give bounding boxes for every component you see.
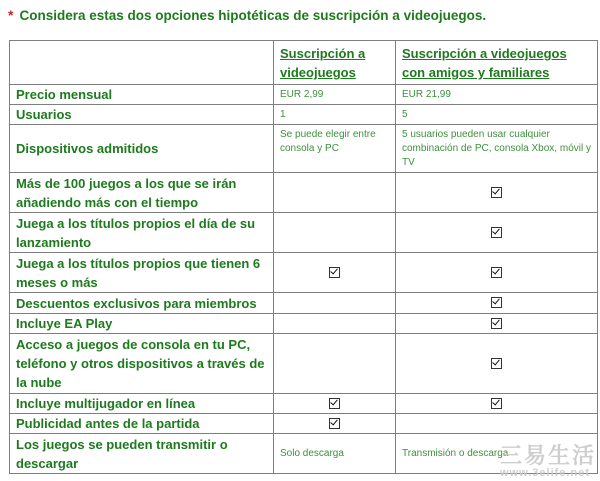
option-a-cell (274, 213, 396, 253)
option-a-value: Solo descarga (274, 434, 396, 474)
option-a-cell (274, 314, 396, 334)
header-option-a: Suscripción a videojuegos (274, 41, 396, 85)
comparison-table (9, 40, 598, 474)
feature-label: Descuentos exclusivos para miembros (10, 293, 274, 314)
option-b-cell (396, 173, 598, 213)
table-row (10, 125, 598, 173)
table-row (10, 85, 598, 105)
checkbox-checked-icon (491, 187, 502, 198)
option-a-value: EUR 2,99 (274, 85, 396, 105)
checkbox-checked-icon (491, 398, 502, 409)
option-b-value: 5 (396, 105, 598, 125)
table-row (10, 213, 598, 253)
feature-label: Más de 100 juegos a los que se irán añadiendo más con el tiempo (10, 173, 274, 213)
option-b-cell (396, 394, 598, 414)
table-row (10, 394, 598, 414)
feature-label: Acceso a juegos de consola en tu PC, teléfono y otros dispositivos a través de la nube (10, 334, 274, 394)
table-header-row (10, 41, 598, 85)
watermark-sub: www.3elife.net (499, 467, 590, 479)
table-row (10, 293, 598, 314)
option-a-value: 1 (274, 105, 396, 125)
feature-label: Juega a los títulos propios el día de su lanzamiento (10, 213, 274, 253)
option-b-value: Transmisión o descarga (396, 434, 598, 474)
option-a-value: Se puede elegir entre consola y PC (274, 125, 396, 173)
header-blank (10, 41, 274, 85)
option-a-cell (274, 414, 396, 434)
option-b-cell (396, 253, 598, 293)
checkbox-checked-icon (491, 358, 502, 369)
checkbox-checked-icon (329, 418, 340, 429)
option-a-cell (274, 253, 396, 293)
checkbox-checked-icon (329, 267, 340, 278)
checkbox-checked-icon (491, 297, 502, 308)
option-b-value: EUR 21,99 (396, 85, 598, 105)
watermark-main: 三易生活 (499, 443, 596, 468)
option-b-cell (396, 293, 598, 314)
table-row (10, 173, 598, 213)
feature-label: Incluye multijugador en línea (10, 394, 274, 414)
option-a-cell (274, 173, 396, 213)
checkbox-checked-icon (329, 398, 340, 409)
feature-label: Incluye EA Play (10, 314, 274, 334)
required-marker: * (8, 7, 14, 23)
option-b-cell (396, 213, 598, 253)
question-text: Considera estas dos opciones hipotéticas de suscripción a videojuegos. (19, 7, 487, 23)
option-b-cell (396, 334, 598, 394)
option-b-cell (396, 414, 598, 434)
checkbox-checked-icon (491, 267, 502, 278)
feature-label: Precio mensual (10, 85, 274, 105)
option-b-value: 5 usuarios pueden usar cualquier combinación de PC, consola Xbox, móvil y TV (396, 125, 598, 173)
feature-label: Juega a los títulos propios que tienen 6 meses o más (10, 253, 274, 293)
feature-label: Dispositivos admitidos (10, 125, 274, 173)
option-a-cell (274, 394, 396, 414)
table-row (10, 334, 598, 394)
feature-label: Usuarios (10, 105, 274, 125)
feature-label: Publicidad antes de la partida (10, 414, 274, 434)
header-option-b: Suscripción a videojuegos con amigos y familiares (396, 41, 598, 85)
table-row (10, 314, 598, 334)
table-row (10, 414, 598, 434)
option-a-cell (274, 293, 396, 314)
watermark (500, 445, 596, 479)
table-row (10, 105, 598, 125)
option-b-cell (396, 314, 598, 334)
checkbox-checked-icon (491, 318, 502, 329)
survey-question (8, 4, 486, 26)
feature-label: Los juegos se pueden transmitir o descargar (10, 434, 274, 474)
checkbox-checked-icon (491, 227, 502, 238)
option-a-cell (274, 334, 396, 394)
table-row (10, 253, 598, 293)
